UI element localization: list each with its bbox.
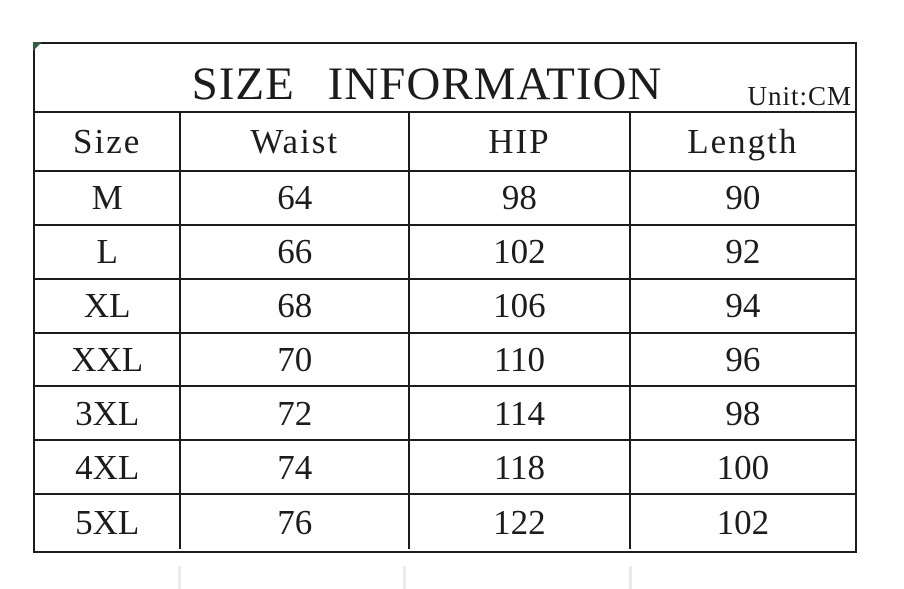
measurement-cell: 90 <box>631 172 855 226</box>
measurement-cell: 114 <box>410 387 631 441</box>
row-size-label: 4XL <box>35 441 181 495</box>
cropped-gridline-stub <box>178 566 181 589</box>
row-size-label: 3XL <box>35 387 181 441</box>
measurement-cell: 94 <box>631 280 855 334</box>
table-title: SIZE INFORMATION <box>191 58 663 110</box>
measurement-cell: 76 <box>181 495 410 549</box>
row-size-label: XL <box>35 280 181 334</box>
measurement-cell: 102 <box>716 502 770 542</box>
measurement-cell: 96 <box>631 334 855 388</box>
measurement-cell: 64 <box>181 172 410 226</box>
measurement-cell: 106 <box>410 280 631 334</box>
cropped-gridline-stub <box>629 566 632 589</box>
column-header-length: Length <box>631 113 855 172</box>
unit-label: Unit:CM <box>747 81 852 111</box>
measurement-cell: 66 <box>181 226 410 280</box>
measurement-cell: 74 <box>181 441 410 495</box>
column-header-size: Size <box>35 113 181 172</box>
measurement-cell: 102 <box>410 226 631 280</box>
measurement-cell: 70 <box>181 334 410 388</box>
measurement-cell: 118 <box>410 441 631 495</box>
measurement-cell: 122 <box>410 495 631 549</box>
cropped-gridline-stub <box>403 566 406 589</box>
size-chart-table <box>33 42 857 553</box>
measurement-cell: 92 <box>631 226 855 280</box>
column-header-hip: HIP <box>410 113 631 172</box>
table-title-row <box>35 44 855 113</box>
green-corner-marker <box>33 42 42 51</box>
row-size-label: XXL <box>35 334 181 388</box>
row-size-label: 5XL <box>35 495 181 549</box>
measurement-cell: 68 <box>181 280 410 334</box>
row-size-label: L <box>35 226 181 280</box>
measurement-cell: 110 <box>410 334 631 388</box>
measurement-cell: 98 <box>631 387 855 441</box>
measurement-cell: 72 <box>181 387 410 441</box>
size-table-grid <box>35 113 855 549</box>
measurement-cell: 100 <box>631 441 855 495</box>
measurement-cell: 98 <box>410 172 631 226</box>
column-header-waist: Waist <box>181 113 410 172</box>
row-size-label: M <box>35 172 181 226</box>
